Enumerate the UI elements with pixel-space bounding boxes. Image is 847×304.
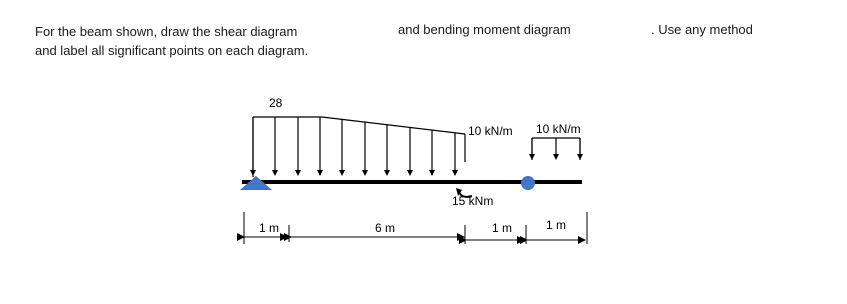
load-right-label: 10 kN/m [536, 122, 581, 136]
load-arrowhead [250, 170, 256, 176]
load-arrowhead [577, 154, 583, 160]
load-left-label: 28 [269, 96, 283, 110]
load-arrowhead [339, 170, 345, 176]
load-arrowhead [272, 170, 278, 176]
dim-6m: 6 m [375, 221, 396, 235]
load-arrowhead [553, 154, 559, 160]
distributed-load-left [253, 117, 465, 177]
load-arrowhead [452, 170, 458, 176]
roller-support [521, 176, 535, 190]
moment-label: 15 kNm [452, 194, 494, 208]
dim-1m-mid: 1 m [492, 221, 513, 235]
load-mid-label: 10 kN/m [468, 124, 513, 138]
load-arrowhead [362, 170, 368, 176]
question-line-2: and label all significant points on each diagram. [35, 43, 309, 58]
question-part-2: and bending moment diagram [398, 22, 571, 37]
question-line-1: For the beam shown, draw the shear diagram [35, 24, 298, 39]
dim-1m-left: 1 m [259, 221, 280, 235]
load-arrowhead [407, 170, 413, 176]
load-arrowhead [317, 170, 323, 176]
load-arrowhead [429, 170, 435, 176]
dimension-lines [244, 212, 587, 244]
load-arrowhead [529, 154, 535, 160]
load-arrowhead [384, 170, 390, 176]
dim-1m-right: 1 m [546, 218, 567, 232]
load-arrowhead [295, 170, 301, 176]
question-part-3: . Use any method [651, 22, 753, 37]
